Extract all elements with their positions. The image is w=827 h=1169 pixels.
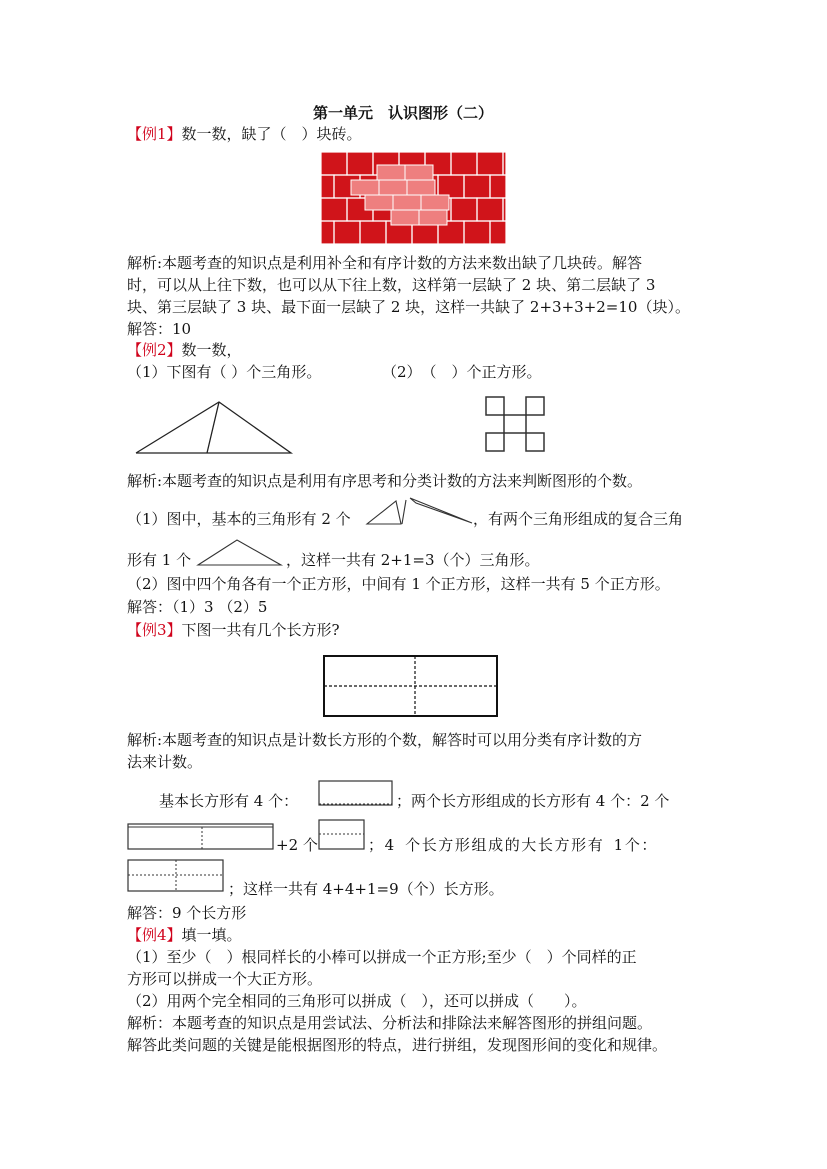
vertical-double-rectangle-icon [318, 819, 366, 851]
example-1-analysis-1: 解析:本题考查的知识点是利用补全和有序计数的方法来数出缺了几块砖。解答 [127, 254, 643, 272]
missing-brick [379, 180, 407, 195]
missing-brick [351, 180, 379, 195]
example-2-analysis-3b: ，这样一共有 2+1=3（个）三角形。 [286, 551, 540, 569]
brick-wall-figure [321, 152, 506, 244]
example-1-analysis-2: 时，可以从上往下数，也可以从下往上数，这样第一层缺了 2 块、第二层缺了 3 [127, 276, 656, 294]
example-2-analysis-4: （2）图中四个角各有一个正方形，中间有 1 个正方形，这样一共有 5 个正方形。 [127, 575, 670, 593]
example-3-double-count: ；两个长方形组成的长方形有 4 个：2 个 [396, 792, 670, 810]
squares-figure [482, 393, 550, 455]
missing-brick [421, 195, 449, 210]
example-1-analysis-3: 块、第三层缺了 3 块、最下面一层缺了 2 块，这样一共缺了 2+3+3+2=10（块）。 [127, 298, 690, 316]
example-4-question-1a: （1）至少（ ）根同样长的小棒可以拼成一个正方形;至少（ ）个同样的正 [127, 948, 637, 966]
example-2-answer: 解答：（1）3 （2）5 [127, 598, 268, 616]
example-4-question-text: 填一填。 [181, 926, 242, 944]
brick-wall-svg [321, 152, 506, 244]
example-2-question-1: （1）下图有（ ）个三角形。 [127, 363, 322, 381]
example-4-tag: 【例4】 [127, 926, 182, 944]
example-2-question-text: 数一数， [181, 341, 242, 359]
missing-brick [405, 165, 433, 180]
example-3-answer: 解答：9 个长方形 [127, 904, 247, 922]
missing-brick [393, 195, 421, 210]
example-3-tag: 【例3】 [127, 621, 182, 639]
missing-brick [419, 210, 447, 225]
rectangle-figure [323, 655, 499, 718]
example-3-analysis-1: 解析:本题考查的知识点是计数长方形的个数，解答时可以用分类有序计数的方 [127, 731, 643, 749]
example-4-analysis-1: 解析：本题考查的知识点是用尝试法、分析法和排除法来解答图形的拼组问题。 [127, 1014, 653, 1032]
example-3-total: ；这样一共有 4+4+1=9（个）长方形。 [228, 880, 504, 898]
example-2-analysis-1: 解析:本题考查的知识点是利用有序思考和分类计数的方法来判断图形的个数。 [127, 472, 643, 490]
example-4-question-1b: 方形可以拼成一个大正方形。 [127, 970, 323, 988]
example-1-question [127, 124, 362, 144]
example-2-tag: 【例2】 [127, 341, 182, 359]
composite-triangle-icon [197, 538, 283, 568]
missing-brick [391, 210, 419, 225]
example-3-question [127, 620, 340, 640]
example-3-basic-count: 基本长方形有 4 个： [159, 792, 299, 810]
example-2-analysis-2b: ，有两个三角形组成的复合三角 [473, 510, 684, 528]
example-1-question-text: 数一数，缺了（ ）块砖。 [181, 125, 362, 143]
basic-rectangle-icon [318, 780, 394, 808]
example-3-large-count: ；4 个长方形组成的大长方形有 1个： [368, 836, 659, 854]
large-rectangle-icon [127, 859, 225, 893]
example-2-analysis-2a: （1）图中，基本的三角形有 2 个 [127, 510, 351, 528]
example-4-analysis-2: 解答此类问题的关键是能根据图形的特点，进行拼组，发现图形间的变化和规律。 [127, 1036, 668, 1054]
example-3-analysis-2: 法来计数。 [127, 753, 203, 771]
example-1-tag: 【例1】 [127, 125, 182, 143]
triangles-figure [134, 400, 294, 456]
page-title: 第一单元 认识图形（二） [313, 104, 494, 122]
missing-brick [377, 165, 405, 180]
example-2-question-2: （2） （ ）个正方形。 [382, 363, 542, 381]
example-3-question-text: 下图一共有几个长方形? [181, 621, 340, 639]
example-3-plus-two: +2 个 [276, 836, 318, 854]
missing-brick [365, 195, 393, 210]
example-2-question [127, 340, 242, 360]
example-2-analysis-3a: 形有 1 个 [127, 551, 192, 569]
example-1-answer: 解答：10 [127, 320, 192, 338]
horizontal-double-rectangle-icon [127, 823, 275, 851]
missing-brick [407, 180, 435, 195]
example-4-question-2: （2）用两个完全相同的三角形可以拼成（ ），还可以拼成（ ）。 [127, 992, 587, 1010]
basic-triangles-icons [366, 496, 474, 528]
example-4-question [127, 925, 242, 945]
